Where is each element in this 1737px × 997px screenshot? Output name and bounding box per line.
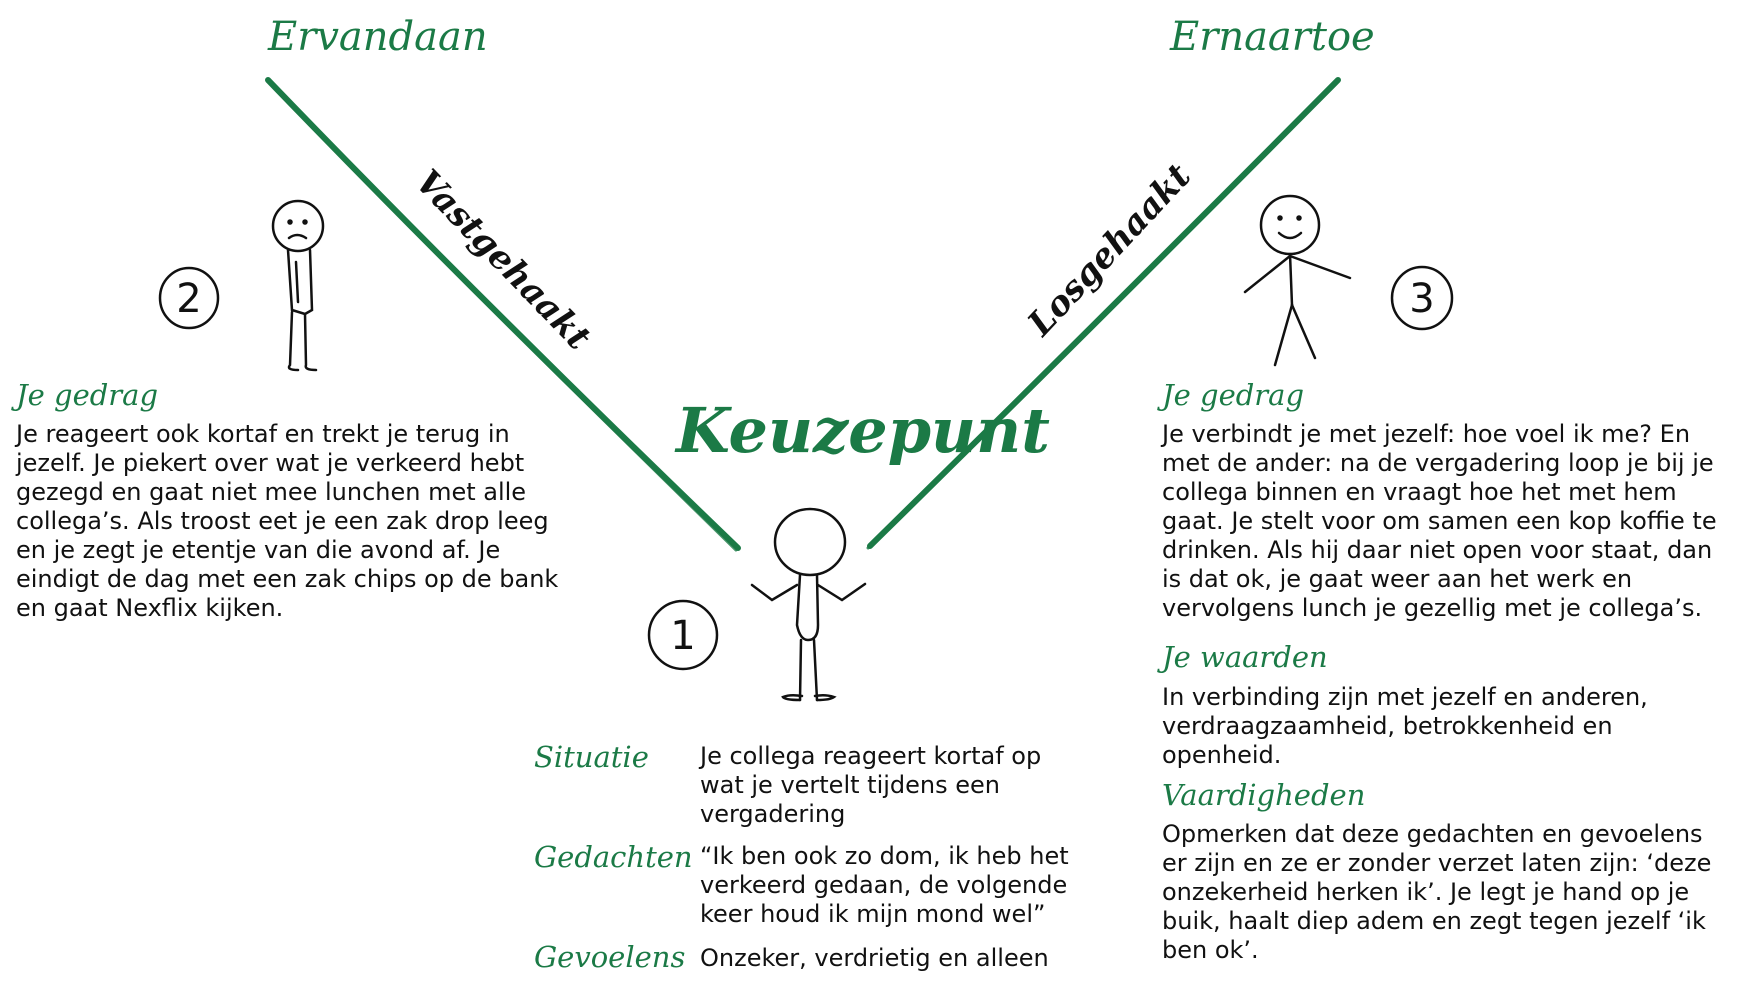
marker-number-1: 1 — [670, 613, 696, 659]
choice-point-title: Keuzepunt — [676, 394, 1050, 467]
happy-stick-figure-icon — [1245, 196, 1350, 365]
right-behavior-text: Je verbindt je met jezelf: hoe voel ik me? En met de ander: na de vergadering loop je bij je collega binnen en vraagt hoe het met hem gaat. Je stelt voor om samen een kop koffie te drinken. Als hij daar niet open voor staat, dan is dat ok, je gaat weer aan het werk en vervolgens lunch je gezellig met je collega’s. — [1162, 420, 1717, 622]
marker-circle-3 — [1392, 267, 1452, 329]
thoughts-text: “Ik ben ook zo dom, ik heb het verkeerd gedaan, de volgende keer houd ik mijn mond wel” — [700, 842, 1069, 928]
feelings-label: Gevoelens — [534, 940, 686, 974]
right-path-label: Losgehaakt — [1020, 156, 1199, 344]
values-heading: Je waarden — [1162, 640, 1328, 674]
left-path-label: Vastgehaakt — [407, 162, 599, 358]
situation-label: Situatie — [534, 740, 649, 774]
marker-number-2: 2 — [176, 276, 202, 322]
sad-stick-figure-icon — [273, 201, 323, 370]
feelings-text: Onzeker, verdrietig en alleen — [700, 944, 1049, 972]
destination-title: Ernaartoe — [1170, 14, 1375, 60]
marker-circle-1 — [649, 601, 717, 669]
marker-circle-2 — [160, 268, 218, 328]
shrugging-stick-figure-icon — [752, 509, 865, 700]
right-behavior-heading: Je gedrag — [1162, 378, 1305, 412]
situation-text: Je collega reageert kortaf op wat je vertelt tijdens een vergadering — [700, 742, 1042, 828]
origin-title: Ervandaan — [268, 14, 488, 60]
left-behavior-text: Je reageert ook kortaf en trekt je terug in jezelf. Je piekert over wat je verkeerd hebt gezegd en gaat niet mee lunchen met alle collega’s. Als troost eet je een zak drop leeg en je zegt je etentje van die avond af. Je eindigt de dag met een zak chips op de bank en gaat Nexflix kijken. — [16, 420, 559, 622]
left-behavior-heading: Je gedrag — [16, 378, 159, 412]
skills-heading: Vaardigheden — [1162, 778, 1366, 812]
thoughts-label: Gedachten — [534, 840, 693, 874]
values-text: In verbinding zijn met jezelf en anderen, verdraagzaamheid, betrokkenheid en openheid. — [1162, 683, 1648, 769]
skills-text: Opmerken dat deze gedachten en gevoelens er zijn en ze er zonder verzet laten zijn: ‘deze onzekerheid herken ik’. Je legt je hand op je buik, haalt diep adem en zegt tegen jezelf ‘ik ben ok’. — [1162, 820, 1712, 964]
marker-number-3: 3 — [1409, 276, 1435, 322]
